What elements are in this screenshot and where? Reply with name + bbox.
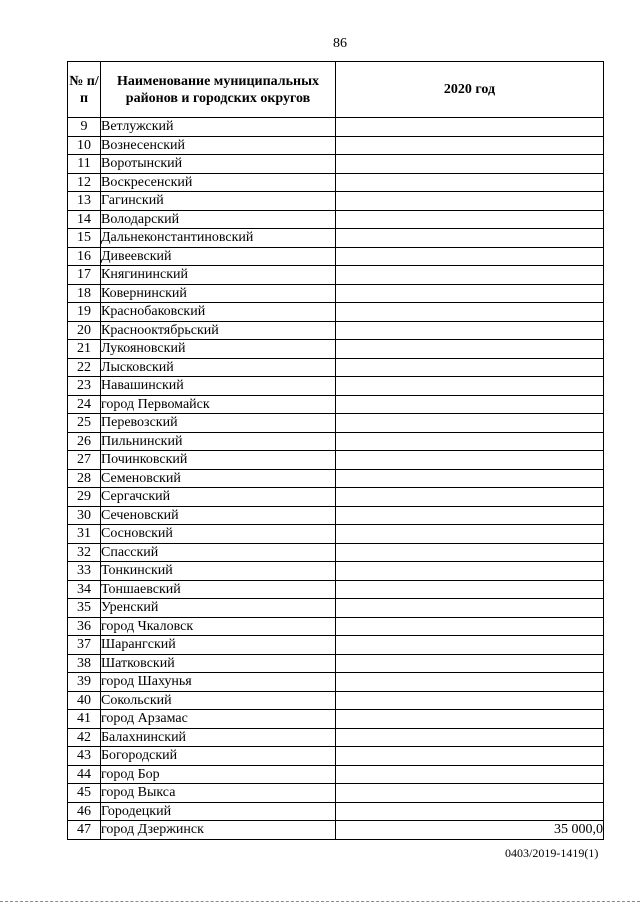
row-number: 32 bbox=[68, 543, 101, 562]
district-name: город Бор bbox=[101, 765, 336, 784]
row-value bbox=[336, 710, 604, 729]
district-name: Спасский bbox=[101, 543, 336, 562]
row-number: 36 bbox=[68, 617, 101, 636]
table-row bbox=[68, 617, 604, 636]
district-name: Володарский bbox=[101, 210, 336, 229]
table-row bbox=[68, 377, 604, 396]
table-row bbox=[68, 118, 604, 137]
row-number: 27 bbox=[68, 451, 101, 470]
district-name: Тоншаевский bbox=[101, 580, 336, 599]
district-name: Шатковский bbox=[101, 654, 336, 673]
row-number: 24 bbox=[68, 395, 101, 414]
table-row bbox=[68, 395, 604, 414]
row-value bbox=[336, 266, 604, 285]
row-value bbox=[336, 802, 604, 821]
row-number: 16 bbox=[68, 247, 101, 266]
row-value bbox=[336, 765, 604, 784]
row-number: 19 bbox=[68, 303, 101, 322]
row-value bbox=[336, 136, 604, 155]
table-row bbox=[68, 673, 604, 692]
row-number: 29 bbox=[68, 488, 101, 507]
table-row bbox=[68, 173, 604, 192]
district-name: Богородский bbox=[101, 747, 336, 766]
table-row bbox=[68, 432, 604, 451]
row-value bbox=[336, 617, 604, 636]
row-number: 18 bbox=[68, 284, 101, 303]
row-value bbox=[336, 358, 604, 377]
scan-edge-line bbox=[0, 901, 640, 902]
row-number: 21 bbox=[68, 340, 101, 359]
row-value bbox=[336, 192, 604, 211]
district-name: Вознесенский bbox=[101, 136, 336, 155]
district-name: Дивеевский bbox=[101, 247, 336, 266]
district-name: Воротынский bbox=[101, 155, 336, 174]
table-row bbox=[68, 654, 604, 673]
row-number: 22 bbox=[68, 358, 101, 377]
district-name: город Арзамас bbox=[101, 710, 336, 729]
table-row bbox=[68, 210, 604, 229]
row-number: 12 bbox=[68, 173, 101, 192]
district-name: Лысковский bbox=[101, 358, 336, 377]
row-value bbox=[336, 210, 604, 229]
document-code: 0403/2019-1419(1) bbox=[505, 846, 599, 860]
row-value bbox=[336, 229, 604, 248]
row-value bbox=[336, 691, 604, 710]
row-value bbox=[336, 525, 604, 544]
table-row bbox=[68, 469, 604, 488]
row-value bbox=[336, 747, 604, 766]
row-number: 47 bbox=[68, 821, 101, 840]
row-number: 34 bbox=[68, 580, 101, 599]
row-number: 9 bbox=[68, 118, 101, 137]
header-name: Наименование муниципальных районов и городских округов bbox=[101, 62, 336, 118]
district-name: Краснооктябрьский bbox=[101, 321, 336, 340]
district-name: Ковернинский bbox=[101, 284, 336, 303]
table-row bbox=[68, 784, 604, 803]
district-name: Сеченовский bbox=[101, 506, 336, 525]
districts-table bbox=[67, 61, 604, 840]
row-number: 13 bbox=[68, 192, 101, 211]
table-row bbox=[68, 340, 604, 359]
row-value bbox=[336, 784, 604, 803]
district-name: город Шахунья bbox=[101, 673, 336, 692]
row-value bbox=[336, 414, 604, 433]
district-name: Воскресенский bbox=[101, 173, 336, 192]
row-value bbox=[336, 506, 604, 525]
row-value bbox=[336, 303, 604, 322]
row-number: 17 bbox=[68, 266, 101, 285]
district-name: Перевозский bbox=[101, 414, 336, 433]
table-row bbox=[68, 543, 604, 562]
district-name: Лукояновский bbox=[101, 340, 336, 359]
district-name: город Чкаловск bbox=[101, 617, 336, 636]
row-value bbox=[336, 543, 604, 562]
district-name: город Первомайск bbox=[101, 395, 336, 414]
row-number: 35 bbox=[68, 599, 101, 618]
table-row bbox=[68, 710, 604, 729]
district-name: город Дзержинск bbox=[101, 821, 336, 840]
district-name: Краснобаковский bbox=[101, 303, 336, 322]
row-value bbox=[336, 451, 604, 470]
row-number: 37 bbox=[68, 636, 101, 655]
row-number: 39 bbox=[68, 673, 101, 692]
row-number: 46 bbox=[68, 802, 101, 821]
row-value bbox=[336, 395, 604, 414]
district-name: Уренский bbox=[101, 599, 336, 618]
district-name: Ветлужский bbox=[101, 118, 336, 137]
row-number: 30 bbox=[68, 506, 101, 525]
table-row bbox=[68, 192, 604, 211]
table-row bbox=[68, 765, 604, 784]
district-name: Сергачский bbox=[101, 488, 336, 507]
row-number: 31 bbox=[68, 525, 101, 544]
table-row bbox=[68, 155, 604, 174]
row-number: 10 bbox=[68, 136, 101, 155]
row-number: 20 bbox=[68, 321, 101, 340]
district-name: Пильнинский bbox=[101, 432, 336, 451]
table-body bbox=[68, 118, 604, 840]
table-header-row bbox=[68, 62, 604, 118]
row-value bbox=[336, 728, 604, 747]
district-name: Тонкинский bbox=[101, 562, 336, 581]
table-row bbox=[68, 247, 604, 266]
table-row bbox=[68, 821, 604, 840]
row-value bbox=[336, 488, 604, 507]
district-name: Починковский bbox=[101, 451, 336, 470]
row-value bbox=[336, 599, 604, 618]
table-row bbox=[68, 136, 604, 155]
row-value bbox=[336, 562, 604, 581]
row-number: 42 bbox=[68, 728, 101, 747]
row-number: 26 bbox=[68, 432, 101, 451]
row-value bbox=[336, 173, 604, 192]
row-value bbox=[336, 247, 604, 266]
table-row bbox=[68, 802, 604, 821]
row-value bbox=[336, 340, 604, 359]
table-row bbox=[68, 562, 604, 581]
table-row bbox=[68, 321, 604, 340]
table-row bbox=[68, 599, 604, 618]
row-value bbox=[336, 673, 604, 692]
row-number: 23 bbox=[68, 377, 101, 396]
row-number: 43 bbox=[68, 747, 101, 766]
row-number: 40 bbox=[68, 691, 101, 710]
row-number: 11 bbox=[68, 155, 101, 174]
header-year: 2020 год bbox=[336, 62, 604, 118]
row-value bbox=[336, 155, 604, 174]
row-value bbox=[336, 580, 604, 599]
row-number: 44 bbox=[68, 765, 101, 784]
table-row bbox=[68, 506, 604, 525]
district-name: Балахнинский bbox=[101, 728, 336, 747]
table-row bbox=[68, 691, 604, 710]
row-value bbox=[336, 284, 604, 303]
table-row bbox=[68, 284, 604, 303]
row-number: 14 bbox=[68, 210, 101, 229]
table-row bbox=[68, 414, 604, 433]
district-name: Гагинский bbox=[101, 192, 336, 211]
row-value bbox=[336, 469, 604, 488]
table-row bbox=[68, 229, 604, 248]
district-name: Княгининский bbox=[101, 266, 336, 285]
row-number: 33 bbox=[68, 562, 101, 581]
district-name: Сокольский bbox=[101, 691, 336, 710]
district-name: Городецкий bbox=[101, 802, 336, 821]
table-row bbox=[68, 451, 604, 470]
table-row bbox=[68, 266, 604, 285]
page-number: 86 bbox=[333, 36, 347, 51]
row-value bbox=[336, 321, 604, 340]
table-row bbox=[68, 728, 604, 747]
row-number: 15 bbox=[68, 229, 101, 248]
table-row bbox=[68, 358, 604, 377]
row-number: 38 bbox=[68, 654, 101, 673]
row-value bbox=[336, 118, 604, 137]
table-row bbox=[68, 580, 604, 599]
table-row bbox=[68, 303, 604, 322]
district-name: Шарангский bbox=[101, 636, 336, 655]
row-value: 35 000,0 bbox=[336, 821, 604, 840]
row-value bbox=[336, 654, 604, 673]
row-value bbox=[336, 636, 604, 655]
district-name: Сосновский bbox=[101, 525, 336, 544]
district-name: Навашинский bbox=[101, 377, 336, 396]
table-row bbox=[68, 636, 604, 655]
district-name: Семеновский bbox=[101, 469, 336, 488]
table-row bbox=[68, 747, 604, 766]
row-number: 28 bbox=[68, 469, 101, 488]
row-value bbox=[336, 432, 604, 451]
row-number: 25 bbox=[68, 414, 101, 433]
row-number: 41 bbox=[68, 710, 101, 729]
district-name: Дальнеконстантиновский bbox=[101, 229, 336, 248]
table-row bbox=[68, 488, 604, 507]
row-number: 45 bbox=[68, 784, 101, 803]
header-number: № п/п bbox=[68, 62, 101, 118]
table-row bbox=[68, 525, 604, 544]
row-value bbox=[336, 377, 604, 396]
district-name: город Выкса bbox=[101, 784, 336, 803]
